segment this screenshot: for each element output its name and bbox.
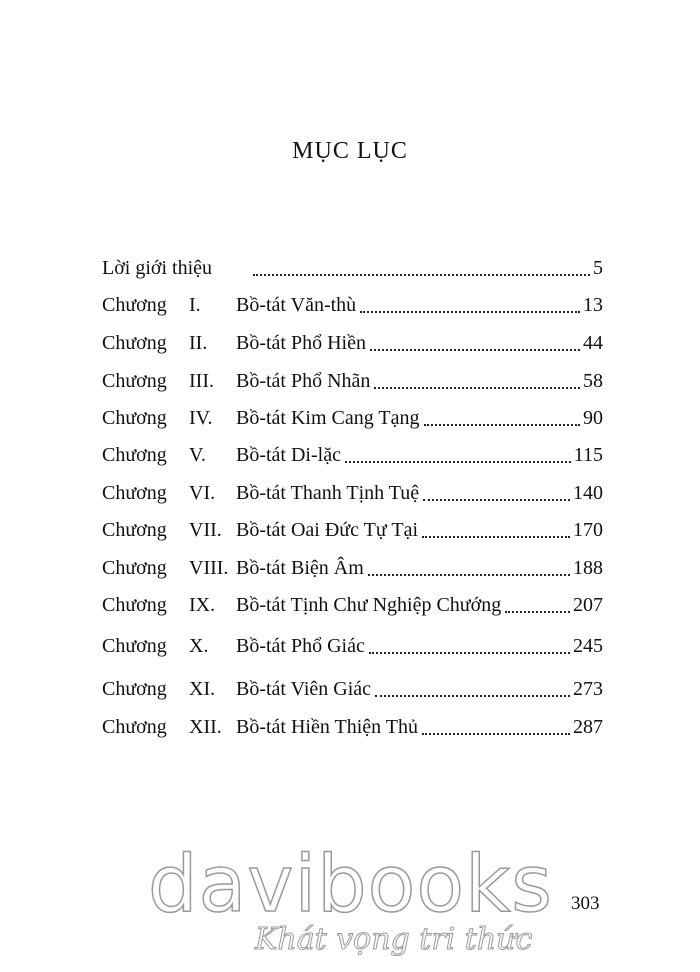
toc-entry-title-row [236, 441, 603, 469]
toc-entry-chapter-5[interactable] [102, 441, 603, 469]
toc-entry-title-row [236, 291, 603, 319]
toc-entry-number: VI. [189, 482, 216, 504]
toc-entry-title: Bồ-tát Hiền Thiện Thủ [236, 716, 419, 738]
toc-entry-chapter-6[interactable] [102, 479, 603, 507]
toc-entry-label: Chương [102, 332, 167, 354]
toc-entry-title: Bồ-tát Kim Cang Tạng [236, 407, 420, 429]
toc-entry-title-row [236, 479, 603, 507]
toc-entry-title: Bồ-tát Viên Giác [236, 678, 372, 700]
dot-leader [505, 610, 570, 613]
toc-entry-title: Bồ-tát Phổ Giác [236, 635, 365, 657]
toc-entry-label: Chương [102, 519, 167, 541]
toc-entry-number: III. [189, 370, 214, 392]
toc-entry-label: Chương [102, 444, 167, 466]
toc-entry-page: 273 [573, 678, 603, 700]
toc-entry-number: X. [189, 635, 209, 657]
dot-leader [424, 423, 581, 426]
toc-entry-chapter-9[interactable] [102, 591, 603, 619]
toc-entry-title-row [236, 675, 603, 703]
toc-entry-page: 188 [573, 557, 603, 579]
watermark-logo [148, 840, 568, 930]
toc-entry-label: Chương [102, 557, 167, 579]
toc-entry-title-row [236, 554, 603, 582]
dot-leader [374, 386, 580, 389]
toc-entry-number: V. [189, 444, 206, 466]
toc-entry-page: 5 [593, 257, 603, 279]
toc-entry-chapter-3[interactable] [102, 367, 603, 395]
dot-leader [423, 498, 570, 501]
toc-entry-label: Chương [102, 594, 167, 616]
page-number: 303 [571, 893, 600, 914]
toc-entry-label: Chương [102, 635, 167, 657]
toc-entry-chapter-4[interactable] [102, 404, 603, 432]
toc-entry-number: IV. [189, 407, 213, 429]
dot-leader [422, 535, 570, 538]
dot-leader [360, 310, 580, 313]
toc-entry-label: Chương [102, 482, 167, 504]
toc-entry-page: 140 [573, 482, 603, 504]
watermark-logo-text: davibooks [148, 840, 553, 930]
toc-entry-chapter-2[interactable] [102, 329, 603, 357]
toc-entry-page: 115 [573, 444, 603, 466]
toc-entry-chapter-11[interactable] [102, 675, 603, 703]
toc-entry-chapter-1[interactable] [102, 291, 603, 319]
toc-entry-title-row [236, 516, 603, 544]
toc-entry-label: Chương [102, 716, 167, 738]
toc-entry-page: 245 [573, 635, 603, 657]
toc-entry-title: Bồ-tát Oai Đức Tự Tại [236, 519, 419, 541]
toc-entry-title: Bồ-tát Phổ Nhãn [236, 370, 371, 392]
dot-leader [368, 573, 570, 576]
toc-entry-title: Bồ-tát Phổ Hiền [236, 332, 366, 354]
toc-entry-label: Chương [102, 370, 167, 392]
toc-entry-label: Chương [102, 678, 167, 700]
dot-leader [369, 651, 570, 654]
toc-entry-title-row [236, 713, 603, 741]
toc-entry-title: Bồ-tát Tịnh Chư Nghiệp Chướng [236, 594, 502, 616]
dot-leader [253, 273, 590, 276]
toc-entry-page: 58 [583, 370, 603, 392]
page-title: MỤC LỤC [292, 138, 408, 164]
toc-entry-label: Chương [102, 407, 167, 429]
toc-entry-title-row [236, 632, 603, 660]
dot-leader [345, 460, 571, 463]
toc-entry-chapter-7[interactable] [102, 516, 603, 544]
dot-leader [422, 732, 570, 735]
toc-entry-label: Chương [102, 294, 167, 316]
toc-entry-number: XI. [189, 678, 216, 700]
toc-entry-page: 170 [573, 519, 603, 541]
toc-entry-label: Lời giới thiệu [102, 257, 213, 279]
toc-entry-title-row [236, 329, 603, 357]
toc-entry-chapter-10[interactable] [102, 632, 603, 660]
toc-entry-number: II. [189, 332, 208, 354]
toc-entry-number: VII. [189, 519, 222, 541]
toc-entry-title-row [236, 404, 603, 432]
dot-leader [370, 348, 580, 351]
toc-entry-title-row [236, 367, 603, 395]
toc-entry-page: 44 [583, 332, 603, 354]
toc-entry-title-row [236, 591, 603, 619]
toc-entry-title: Bồ-tát Di-lặc [236, 444, 341, 466]
toc-entry-title: Bồ-tát Biện Âm [236, 557, 364, 579]
toc-entry-leader [249, 254, 603, 282]
dot-leader [375, 694, 570, 697]
toc-entry-title: Bồ-tát Thanh Tịnh Tuệ [236, 482, 420, 504]
watermark-slogan: Khát vọng tri thức [255, 922, 533, 957]
toc-entry-page: 90 [583, 407, 603, 429]
toc-entry-title: Bồ-tát Văn-thù [236, 294, 357, 316]
toc-entry-page: 287 [573, 716, 603, 738]
toc-entry-number: IX. [189, 594, 216, 616]
toc-entry-number: VIII. [189, 557, 229, 579]
toc-entry-number: XII. [189, 716, 222, 738]
toc-entry-number: I. [189, 294, 201, 316]
toc-entry-page: 207 [573, 594, 603, 616]
toc-entry-page: 13 [583, 294, 603, 316]
toc-entry-chapter-12[interactable] [102, 713, 603, 741]
toc-entry-intro[interactable] [102, 254, 603, 282]
toc-entry-chapter-8[interactable] [102, 554, 603, 582]
